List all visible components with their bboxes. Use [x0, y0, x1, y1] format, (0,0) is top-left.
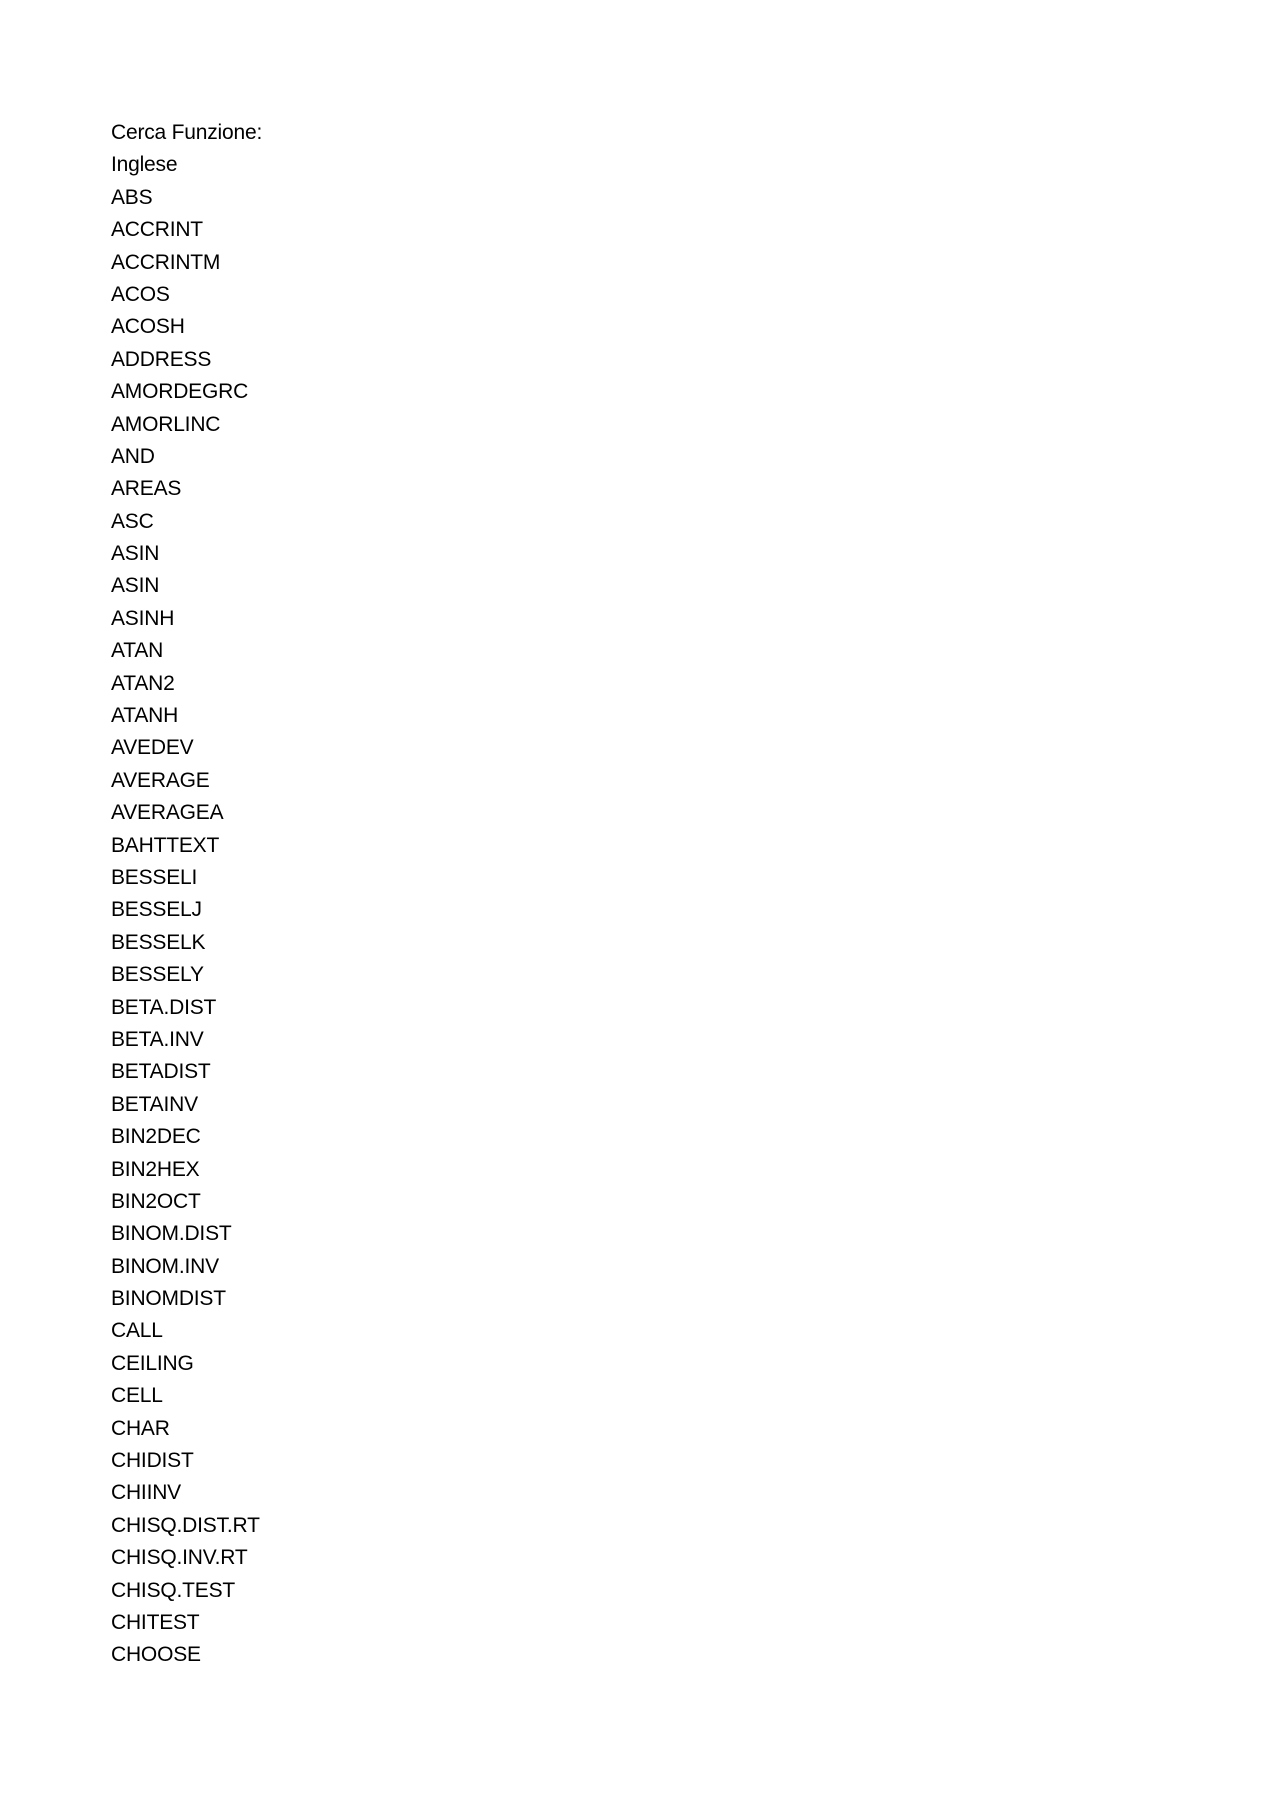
function-list-item: BETADIST — [111, 1060, 211, 1084]
function-list-item: AMORDEGRC — [111, 380, 249, 404]
function-list-item: CHIDIST — [111, 1449, 194, 1473]
function-list-item: ASC — [111, 509, 154, 533]
function-list-item: ATANH — [111, 704, 179, 728]
function-list-item: BESSELJ — [111, 898, 202, 922]
function-list-item: AVERAGE — [111, 768, 210, 792]
function-list-item: BIN2OCT — [111, 1189, 201, 1213]
language-header: Inglese — [111, 153, 178, 177]
function-list-item: CHITEST — [111, 1610, 200, 1634]
function-list-item: ACOSH — [111, 315, 185, 339]
function-list-item: ACCRINT — [111, 218, 203, 242]
function-list-item: BETA.INV — [111, 1027, 204, 1051]
function-list-item: BESSELY — [111, 963, 204, 987]
function-list-item: ACOS — [111, 282, 170, 306]
function-list-item: CEILING — [111, 1351, 194, 1375]
search-function-label: Cerca Funzione: — [111, 121, 263, 144]
function-list-item: ASIN — [111, 542, 160, 566]
function-list-item: CHAR — [111, 1416, 170, 1440]
function-list-item: AVERAGEA — [111, 801, 224, 825]
function-list-item: BIN2HEX — [111, 1157, 200, 1181]
function-list-item: BINOM.DIST — [111, 1222, 232, 1246]
function-list-item: CHISQ.DIST.RT — [111, 1513, 260, 1537]
function-list-item: ATAN2 — [111, 671, 175, 695]
function-list-item: CELL — [111, 1384, 163, 1408]
function-list-item: ATAN — [111, 639, 164, 663]
function-list-item: ASIN — [111, 574, 160, 598]
function-list — [111, 182, 711, 1672]
function-list-item: ASINH — [111, 606, 175, 630]
function-list-item: CHISQ.INV.RT — [111, 1546, 248, 1570]
function-list-item: BIN2DEC — [111, 1125, 201, 1149]
function-list-item: AMORLINC — [111, 412, 221, 436]
function-list-item: BINOM.INV — [111, 1254, 219, 1278]
function-list-item: CHIINV — [111, 1481, 181, 1505]
function-list-item: BESSELI — [111, 865, 198, 889]
function-list-item: AND — [111, 444, 155, 468]
function-list-item: CHOOSE — [111, 1643, 201, 1667]
function-list-item: BESSELK — [111, 930, 206, 954]
function-list-item: AREAS — [111, 477, 182, 501]
function-list-item: AVEDEV — [111, 736, 194, 760]
function-list-item: BINOMDIST — [111, 1287, 226, 1311]
function-list-item: ADDRESS — [111, 347, 212, 371]
function-list-section — [111, 117, 711, 1672]
function-list-item: BETAINV — [111, 1092, 198, 1116]
function-list-item: ACCRINTM — [111, 250, 221, 274]
function-list-item: BAHTTEXT — [111, 833, 220, 857]
function-list-item: ABS — [111, 185, 153, 209]
function-list-item: BETA.DIST — [111, 995, 217, 1019]
function-list-item: CALL — [111, 1319, 163, 1343]
function-list-item: CHISQ.TEST — [111, 1578, 236, 1602]
